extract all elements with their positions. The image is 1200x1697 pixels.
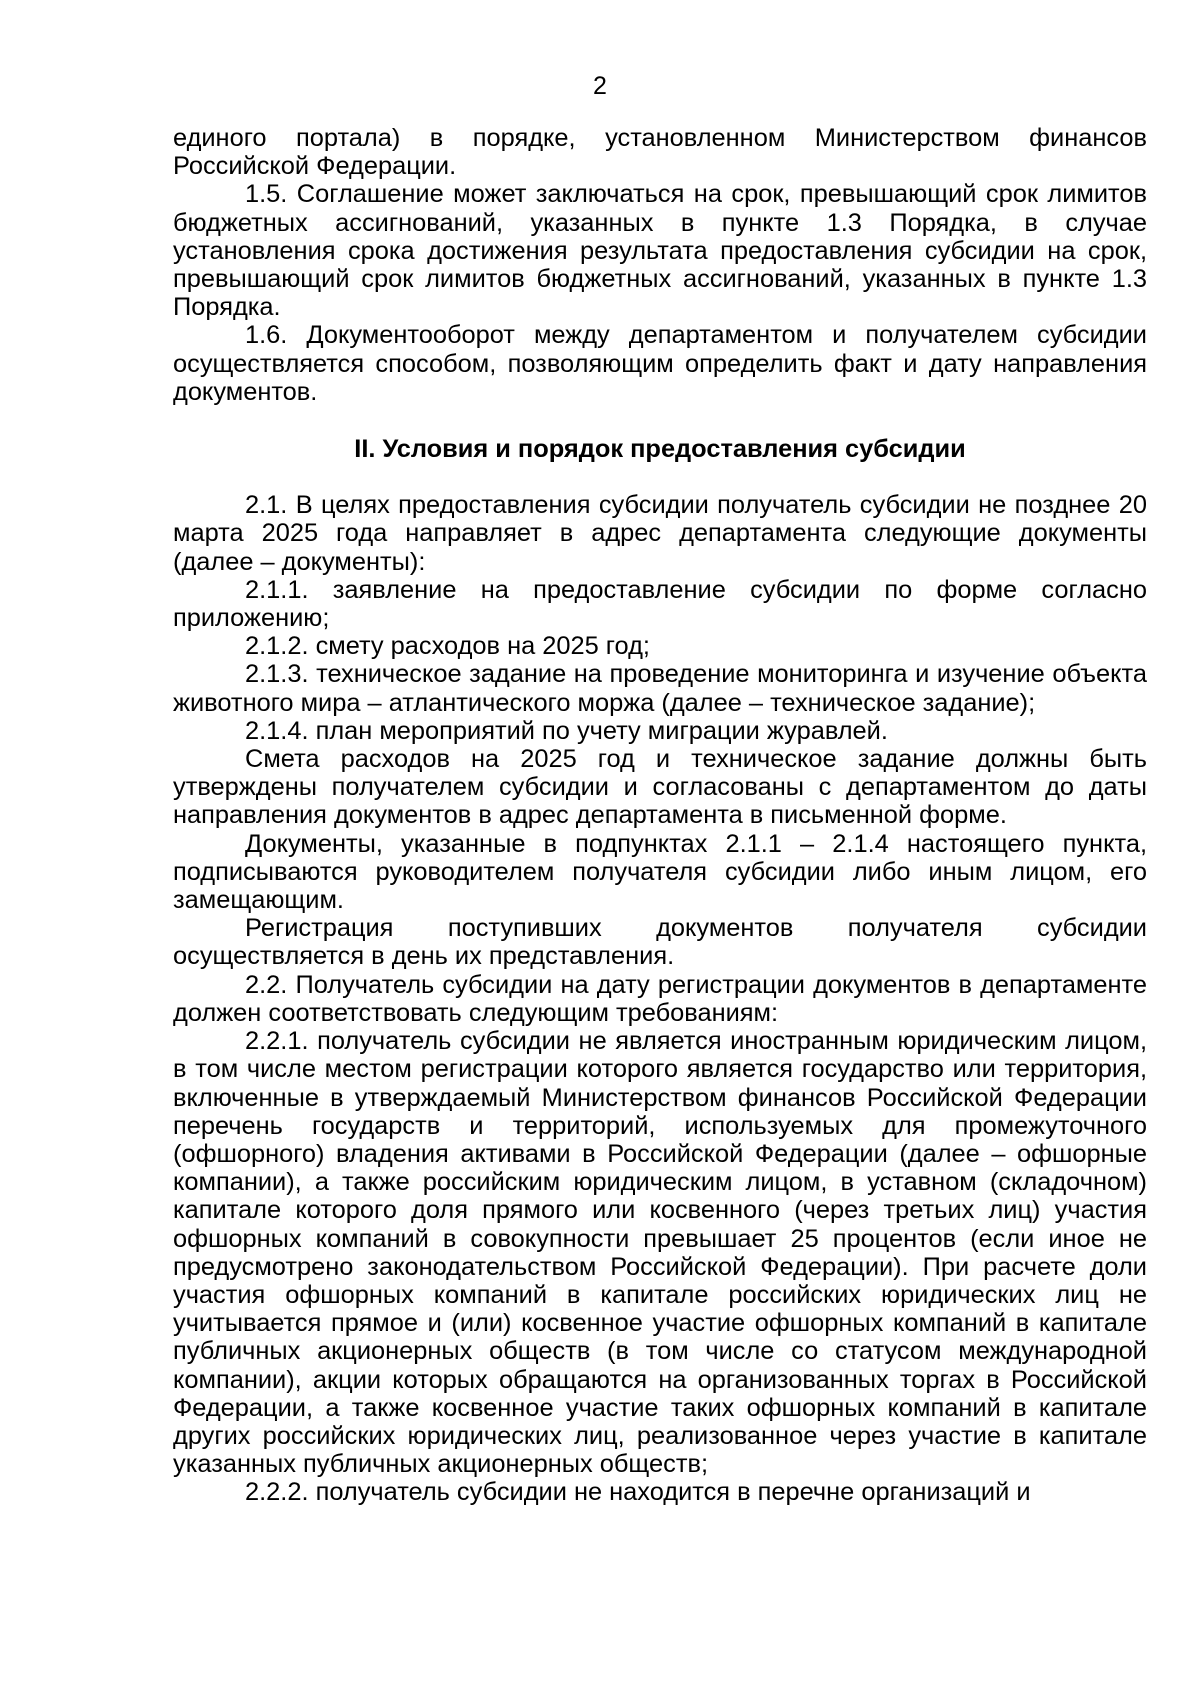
paragraph-2-2: 2.2. Получатель субсидии на дату регистрации документов в департаменте должен соответствовать следующим требованиям:	[173, 970, 1147, 1027]
paragraph-1-6: 1.6. Документооборот между департаментом и получателем субсидии осуществляется способом, позволяющим определить факт и дату направления документов.	[173, 321, 1147, 406]
page-number: 2	[593, 72, 607, 100]
paragraph-2-1-4: 2.1.4. план мероприятий по учету миграции журавлей.	[245, 716, 888, 745]
document-body	[173, 124, 1147, 1507]
paragraph-1-5: 1.5. Соглашение может заключаться на срок, превышающий срок лимитов бюджетных ассигнований, указанных в пункте 1.3 Порядка, в случае установления срока достижения результата предоставления субсидии на срок, превышающий срок лимитов бюджетных ассигнований, указанных в пункте 1.3 Порядка.	[173, 180, 1147, 322]
paragraph-documents-signing: Документы, указанные в подпунктах 2.1.1 – 2.1.4 настоящего пункта, подписываются руководителем получателя субсидии либо иным лицом, его замещающим.	[173, 829, 1147, 915]
paragraph-2-1: 2.1. В целях предоставления субсидии получатель субсидии не позднее 20 марта 2025 года направляет в адрес департамента следующие документы (далее – документы):	[173, 491, 1147, 576]
paragraph-2-2-1: 2.2.1. получатель субсидии не является иностранным юридическим лицом, в том числе местом регистрации которого является государство или территория, включенные в утверждаемый Министерством финансов Российской Федерации перечень государств и территорий, используемых для промежуточного (офшорного) владения активами в Российской Федерации (далее – офшорные компании), а также российским юридическим лицом, в уставном (складочном) капитале которого доля прямого или косвенного (через третьих лиц) участия офшорных компаний в совокупности превышает 25 процентов (если иное не предусмотрено законодательством Российской Федерации). При расчете доли участия офшорных компаний в капитале российских юридических лиц не учитывается прямое и (или) косвенное участие офшорных компаний в капитале публичных акционерных обществ (в том числе со статусом международной компании), акции которых обращаются на организованных торгах в Российской Федерации, а также косвенное участие таких офшорных компаний в капитале других российских юридических лиц, реализованное через участие в капитале указанных публичных акционерных обществ;	[173, 1027, 1147, 1479]
paragraph-2-1-1: 2.1.1. заявление на предоставление субсидии по форме согласно приложению;	[173, 575, 1147, 633]
paragraph-2-1-3: 2.1.3. техническое задание на проведение мониторинга и изучение объекта животного мира – атлантического моржа (далее – техническое задание);	[173, 660, 1147, 717]
paragraph-estimate-approval: Смета расходов на 2025 год и техническое задание должны быть утверждены получателем субсидии и согласованы с департаментом до даты направления документов в адрес департамента в письменной форме.	[173, 745, 1147, 830]
paragraph-portal-continuation: единого портала) в порядке, установленном Министерством финансов Российской Федерации.	[173, 124, 1147, 181]
paragraph-2-2-2: 2.2.2. получатель субсидии не находится в перечне организаций и	[245, 1478, 1031, 1507]
paragraph-registration: Регистрация поступивших документов получателя субсидии осуществляется в день их представления.	[173, 914, 1147, 971]
paragraph-2-1-2: 2.1.2. смету расходов на 2025 год;	[245, 632, 650, 661]
section-heading: II. Условия и порядок предоставления субсидии	[354, 435, 966, 464]
